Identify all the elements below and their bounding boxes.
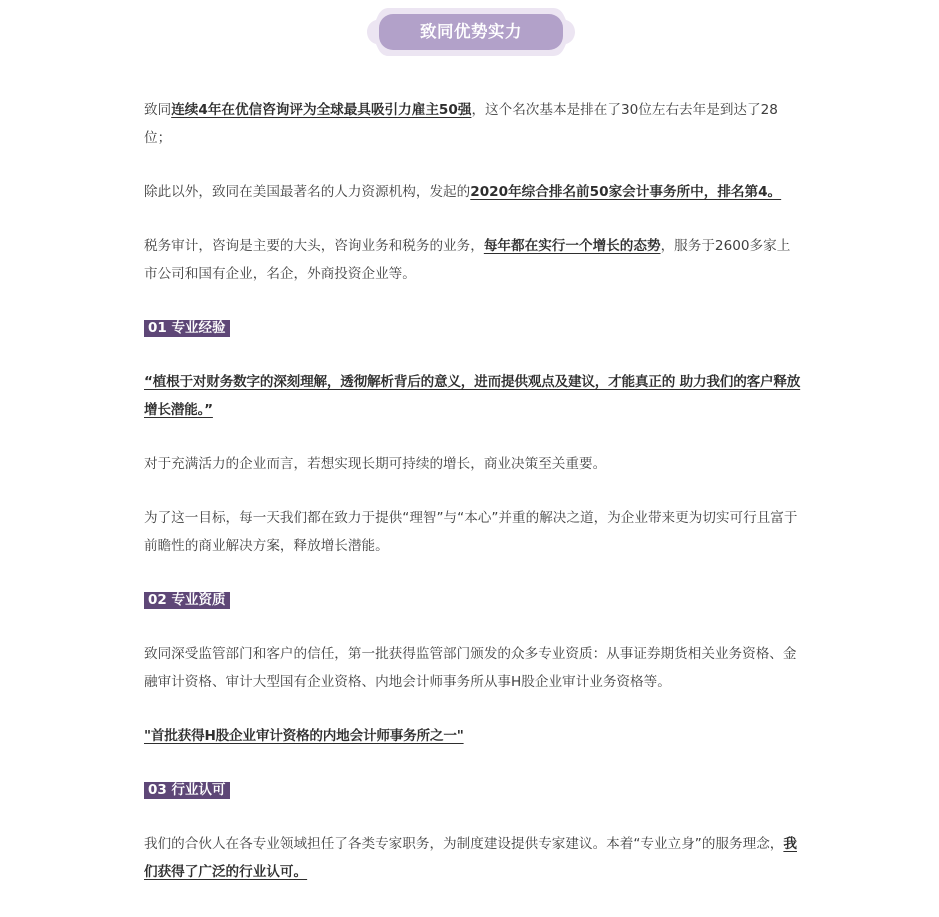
intro-paragraph-2 [144, 178, 802, 206]
intro-paragraph-3 [144, 232, 802, 288]
section-01-paragraph-2: 为了这一目标，每一天我们都在致力于提供“理智”与“本心”并重的解决之道，为企业带来更为切实可行且富于前瞻性的商业解决方案，释放增长潜能。 [144, 510, 798, 554]
text-segment: 税务审计，咨询是主要的大头，咨询业务和税务的业务， [144, 238, 484, 254]
article-body [144, 96, 802, 912]
page-title: 致同优势实力 [420, 22, 522, 41]
text-segment: 除此以外，致同在美国最著名的人力资源机构，发起的 [144, 184, 471, 200]
highlight-text: 我们获得了广泛的行业认可。 [144, 836, 797, 880]
section-01-quote: “植根于对财务数字的深刻理解，透彻解析背后的意义，进而提供观点及建议，才能真正的 助力我们的客户释放增长潜能。” [144, 374, 801, 418]
text-segment: ，这个名次基本是排在了30位左右去年是到达了28位； [144, 102, 778, 146]
text-segment: 我们的合伙人在各专业领域担任了各类专家职务，为制度建设提供专家建议。本着“专业立身”的服务理念， [144, 836, 784, 852]
highlight-text: 2020年综合排名前50家会计事务所中，排名第4。 [470, 184, 782, 200]
section-01-heading [144, 314, 802, 342]
text-segment: 致同 [144, 102, 172, 118]
highlight-text: 每年都在实行一个增长的态势 [483, 238, 661, 254]
section-badge: 02 专业资质 [144, 592, 230, 609]
text-segment: ，服务于2600多家上市公司和国有企业，名企，外商投资企业等。 [144, 238, 791, 282]
section-02-heading [144, 586, 802, 614]
section-badge: 01 专业经验 [144, 320, 230, 337]
intro-paragraph-1 [144, 96, 802, 152]
section-badge: 03 行业认可 [144, 782, 230, 799]
highlight-text: 连续4年在优信咨询评为全球最具吸引力雇主50强 [171, 102, 472, 118]
section-03-paragraph [144, 830, 802, 886]
section-03-heading [144, 776, 802, 804]
section-02-paragraph: 致同深受监管部门和客户的信任，第一批获得监管部门颁发的众多专业资质：从事证券期货相关业务资格、金融审计资格、审计大型国有企业资格、内地会计师事务所从事H股企业审计业务资格等。 [144, 646, 797, 690]
section-01-paragraph-1: 对于充满活力的企业而言，若想实现长期可持续的增长，商业决策至关重要。 [144, 456, 607, 472]
section-header [367, 6, 575, 58]
section-02-quote: "首批获得H股企业审计资格的内地会计师事务所之一" [144, 728, 464, 744]
